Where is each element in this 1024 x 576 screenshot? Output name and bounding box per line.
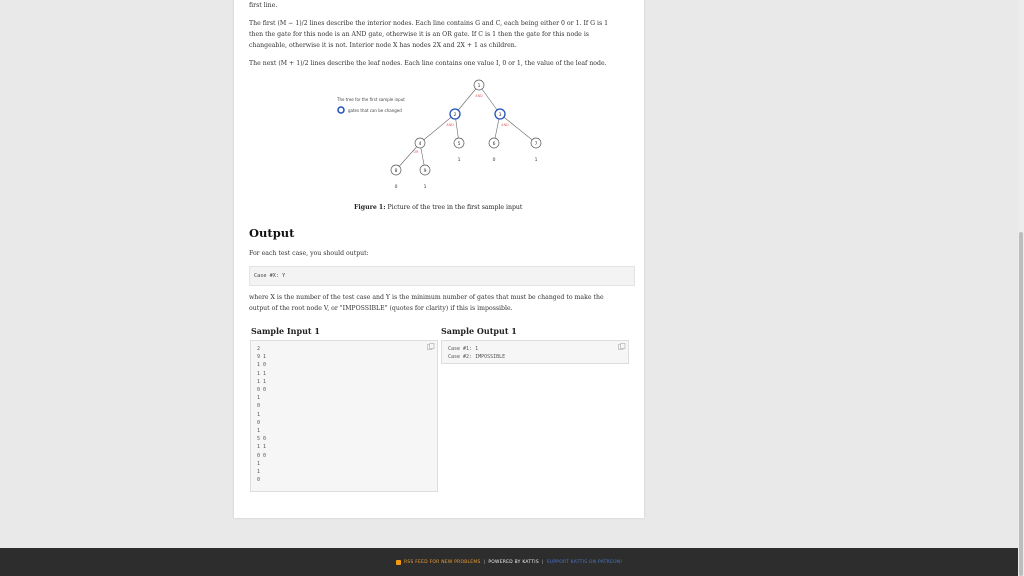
patreon-link[interactable]: SUPPORT KATTIS ON PATREON! xyxy=(546,560,623,565)
tree-figure xyxy=(329,77,559,197)
gate-label: AND xyxy=(475,94,483,98)
output-format: Case #X: Y xyxy=(249,266,635,286)
svg-text:2: 2 xyxy=(453,113,457,118)
tree-edges xyxy=(396,85,536,170)
top-line: first line. xyxy=(249,2,278,9)
svg-text:3: 3 xyxy=(498,113,502,118)
output-heading: Output xyxy=(249,226,295,240)
interior-line-3: changeable, otherwise it is not. Interior node X has nodes 2X and 2X + 1 as children. xyxy=(249,42,517,49)
figure-caption xyxy=(354,204,522,211)
scrollbar-thumb[interactable] xyxy=(1019,232,1023,576)
svg-text:4: 4 xyxy=(418,142,422,147)
tree-node-5 xyxy=(454,138,464,163)
tree-node-9 xyxy=(420,165,430,190)
figure-caption-text: Picture of the tree in the first sample input xyxy=(387,204,523,211)
leaf-line: The next (M + 1)/2 lines describe the leaf nodes. Each line contains one value I, 0 or 1, the value of the leaf node. xyxy=(249,60,607,67)
legend-changeable-icon xyxy=(338,107,344,113)
sample-input-title: Sample Input 1 xyxy=(251,326,320,336)
problem-statement xyxy=(234,0,644,518)
copy-icon[interactable] xyxy=(618,343,626,350)
gate-label: AND xyxy=(446,123,454,127)
svg-text:5: 5 xyxy=(457,142,461,147)
tree-node-1 xyxy=(474,80,484,98)
svg-text:8: 8 xyxy=(394,169,398,174)
tree-node-7 xyxy=(531,138,541,163)
page-scrollbar[interactable] xyxy=(1018,0,1024,576)
svg-text:9: 9 xyxy=(423,169,427,174)
sample-input-text: 2 9 1 1 0 1 1 1 1 0 0 1 0 1 0 1 5 0 1 1 0 0 1 1 0 xyxy=(257,346,267,484)
sample-output-box[interactable] xyxy=(441,340,629,364)
sample-output-title: Sample Output 1 xyxy=(441,326,517,336)
footer-separator: | xyxy=(483,560,486,565)
svg-text:6: 6 xyxy=(492,142,496,147)
legend-title: The tree for the first sample input xyxy=(337,97,405,102)
page-footer xyxy=(0,548,1018,576)
leaf-value: 0 xyxy=(492,158,496,163)
powered-by-text: POWERED BY KATTIS xyxy=(488,560,539,565)
svg-text:7: 7 xyxy=(534,142,538,147)
svg-text:1: 1 xyxy=(477,84,481,89)
interior-line-2: then the gate for this node is an AND gate, otherwise it is an OR gate. If C is 1 then the gate for this node is xyxy=(249,31,589,38)
tree-node-3 xyxy=(495,109,509,127)
gate-label: OR xyxy=(413,150,419,154)
footer-separator: | xyxy=(541,560,544,565)
tree-node-4 xyxy=(413,138,425,154)
interior-line-1: The first (M − 1)/2 lines describe the interior nodes. Each line contains G and C, each being either 0 or 1. If G is 1 xyxy=(249,20,609,27)
leaf-value: 1 xyxy=(457,158,461,163)
leaf-value: 1 xyxy=(534,158,538,163)
output-intro: For each test case, you should output: xyxy=(249,250,369,257)
legend-item: gates that can be changed xyxy=(348,108,402,113)
output-desc-2: output of the root node V, or "IMPOSSIBLE" (quotes for clarity) if this is impossible. xyxy=(249,305,513,312)
output-desc-1: where X is the number of the test case and Y is the minimum number of gates that must be changed to make the xyxy=(249,294,604,301)
tree-node-2 xyxy=(446,109,460,127)
gate-label: AND xyxy=(501,123,509,127)
tree-node-6 xyxy=(489,138,499,163)
footer-links xyxy=(396,560,623,565)
sample-input-box[interactable] xyxy=(250,340,438,492)
leaf-value: 0 xyxy=(394,185,398,190)
rss-feed-link[interactable]: RSS FEED FOR NEW PROBLEMS xyxy=(404,560,481,565)
figure-caption-label: Figure 1: xyxy=(354,204,386,211)
tree-node-8 xyxy=(391,165,401,190)
copy-icon[interactable] xyxy=(427,343,435,350)
leaf-value: 1 xyxy=(423,185,427,190)
tree-svg xyxy=(329,77,559,197)
rss-icon xyxy=(396,560,401,565)
sample-output-text: Case #1: 1 Case #2: IMPOSSIBLE xyxy=(448,346,506,361)
